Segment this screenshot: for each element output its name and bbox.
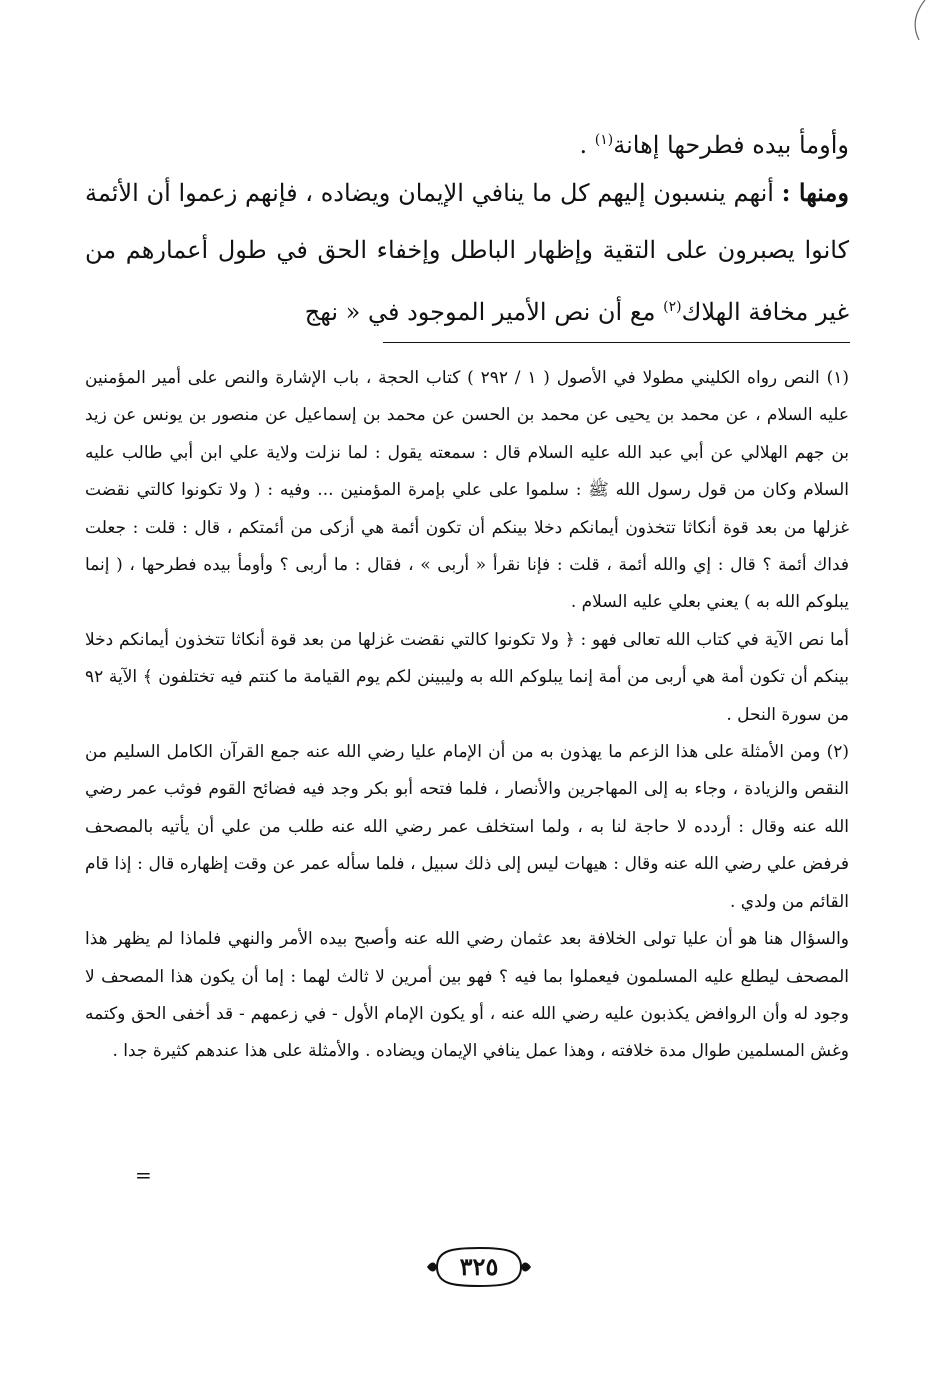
footnote-2: (٢) ومن الأمثلة على هذا الزعم ما يهذون به من أن الإمام عليا رضي الله عنه جمع القرآن الكامل السليم من النقص والزيادة ، وجاء به إلى المهاجرين والأنصار ، فلما فتحه أبو بكر وجد فيه فضائح القوم فوثب عمر رضي الله عنه وقال : أردده لا حاجة لنا به ، ولما استخلف عمر رضي الله عنه طلب من علي أن يأتيه بالمصحف فرفض علي رضي الله عنه وقال : هيهات ليس إلى ذلك سبيل ، فلما سأله عمر عن وقت إظهاره قال : إذا قام القائم من ولدي .	[85, 742, 849, 912]
footnote-ref-1: (١)	[594, 132, 614, 148]
paragraph-text-a: أنهم ينسبون إليهم كل ما ينافي الإيمان ويضاده ، فإنهم زعموا أن الأئمة كانوا يصبرون على التقية وإظهار الباطل وإخفاء الحق في طول أعمارهم من غير مخافة الهلاك	[85, 179, 849, 326]
footnote-1: (١) النص رواه الكليني مطولا في الأصول ( ١ / ٢٩٢ ) كتاب الحجة ، باب الإشارة والنص على أمير المؤمنين عليه السلام ، عن محمد بن يحيى عن محمد بن الحسن عن محمد بن إسماعيل عن منصور بن يونس عن زيد بن جهم الهلالي عن أبي عبد الله عليه السلام قال : سمعته يقول : لما نزلت ولاية علي ابن أبي طالب عليه السلام وكان من قول رسول الله ﷺ : سلموا على علي بإمرة المؤمنين ... وفيه : ( ولا تكونوا كالتي نقضت غزلها من بعد قوة أنكاثا تتخذون أيمانكم دخلا بينكم أن تكون أئمة هي أزكى من أئمتكم ، قال : قلت : جعلت فداك أئمة ؟ قال : إي والله أئمة ، قلت : فإنا نقرأ « أربى » ، فقال : ما أربى ؟ وأومأ بيده فطرحها ، ( إنما يبلوكم الله به ) يعني بعلي عليه السلام .	[85, 368, 849, 613]
continuation-mark: =	[135, 1163, 152, 1187]
main-paragraph-2	[85, 164, 849, 341]
footnote-ref-2: (٢)	[663, 299, 682, 315]
page-edge-curve	[895, 0, 935, 80]
paragraph-lead: ومنها :	[781, 178, 849, 207]
main-line-1-text: وأومأ بيده فطرحها إهانة	[613, 131, 849, 159]
page-number: ٣٢٥	[459, 1252, 499, 1281]
footnote-2-continued: والسؤال هنا هو أن عليا تولى الخلافة بعد عثمان رضي الله عنه وأصبح بيده الأمر والنهي فلماذا لم يظهر هذا المصحف ليطلع عليه المسلمون فيعملوا بما فيه ؟ فهو بين أمرين لا ثالث لهما : إما أن يكون هذا المصحف لا وجود له وأن الروافض يكذبون عليه رضي الله عنه ، أو يكون الإمام الأول - في زعمهم - قد أخفى الحق وكتمه وغش المسلمين طوال مدة خلافته ، وهذا عمل ينافي الإيمان ويضاده . والأمثلة على هذا عندهم كثيرة جدا .	[85, 929, 849, 1062]
footnote-1-continued: أما نص الآية في كتاب الله تعالى فهو : ﴿ ولا تكونوا كالتي نقضت غزلها من بعد قوة أنكاثا تتخذون أيمانكم دخلا بينكم أن تكون أمة هي أربى من أمة إنما يبلوكم الله به وليبينن لكم يوم القيامة ما كنتم فيه تختلفون ﴾ الآية ٩٢ من سورة النحل .	[85, 629, 849, 725]
footnotes	[85, 360, 849, 1071]
footnote-separator	[383, 342, 850, 343]
main-line-1-end: .	[579, 131, 595, 159]
paragraph-text-b: مع أن نص الأمير الموجود في « نهج	[304, 298, 664, 326]
